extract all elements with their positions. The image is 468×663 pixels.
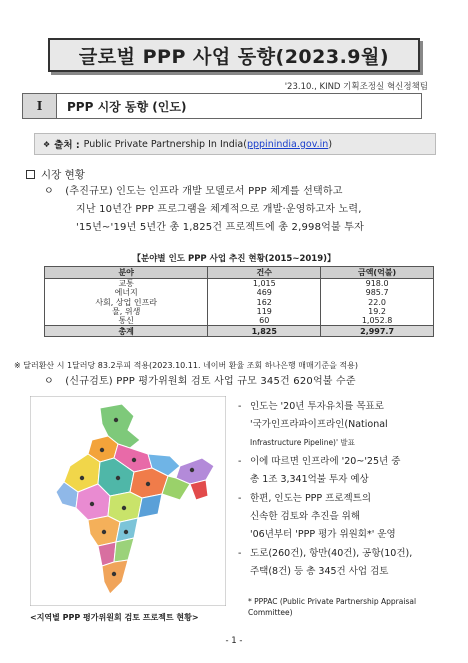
table-cell: 985.7: [321, 288, 434, 297]
table-header: 분야: [45, 267, 208, 279]
table-cell: 1,825: [208, 326, 321, 337]
section-header: [22, 93, 422, 119]
table-cell: 162: [208, 297, 321, 306]
dash-marker: -: [238, 548, 242, 559]
sub-heading-text: 시장 현황: [41, 169, 85, 181]
section-title: PPP 시장 동향 (인도): [67, 99, 187, 114]
source-label: 출처 :: [54, 140, 80, 151]
table-cell: 469: [208, 288, 321, 297]
table-cell: 1,015: [208, 279, 321, 289]
paragraph-new-review: [44, 373, 356, 391]
paragraph-line: 지난 10년간 PPP 프로그램을 체계적으로 개발·운영하고자 노력,: [76, 204, 362, 215]
table-cell: 2,997.7: [321, 326, 434, 337]
table-cell: 1,052.8: [321, 316, 434, 326]
list-item: [238, 453, 452, 489]
table-cell: 교통: [45, 279, 208, 289]
table-row: [45, 297, 434, 306]
list-item-line: 한편, 인도는 PPP 프로젝트의: [250, 493, 372, 504]
paragraph-line: '15년~'19년 5년간 총 1,825건 프로젝트에 총 2,998억불 투자: [76, 222, 364, 233]
document-title: 글로벌 PPP 사업 동향(2023.9월): [78, 45, 390, 68]
page-number: - 1 -: [225, 636, 243, 646]
dash-marker: -: [238, 456, 242, 467]
list-item: [238, 545, 452, 581]
source-close: ): [328, 138, 333, 150]
table-header: 금액(억불): [321, 267, 434, 279]
table-cell: 물, 위생: [45, 307, 208, 316]
bullet-marker: ㅇ: [44, 186, 54, 197]
table-caption: 【분야별 인도 PPP 사업 추진 현황(2015~2019)】: [132, 254, 336, 264]
table-cell: 에너지: [45, 288, 208, 297]
paragraph-line: [44, 183, 444, 201]
ppp-sector-table: [44, 266, 434, 337]
table-total-row: [45, 326, 434, 337]
table-row: [45, 288, 434, 297]
india-map: [30, 396, 226, 606]
source-link[interactable]: pppinindia.gov.in: [246, 138, 329, 150]
bullet-list: [238, 398, 452, 582]
table-header: 건수: [208, 267, 321, 279]
paragraph-line-text: (신규검토) PPP 평가위원회 검토 사업 규모 345건 620억불 수준: [65, 376, 356, 387]
table-cell: 918.0: [321, 279, 434, 289]
table-cell: 총계: [45, 326, 208, 337]
source-box: [34, 133, 436, 155]
list-item-line: 신속한 검토와 추진을 위해: [250, 511, 361, 522]
table-row: [45, 279, 434, 289]
table-cell: 22.0: [321, 297, 434, 306]
list-item: [238, 490, 452, 544]
dash-marker: -: [238, 401, 242, 412]
list-item-line: Infrastructure Pipeline)' 발표: [250, 438, 355, 447]
sub-heading: [26, 167, 85, 182]
document-title-box: [48, 38, 420, 72]
table-row: [45, 307, 434, 316]
list-item-line: 주택(8건) 등 총 345건 사업 검토: [250, 566, 389, 577]
table-cell: 19.2: [321, 307, 434, 316]
table-cell: 사회, 상업 인프라: [45, 297, 208, 306]
map-caption: <지역별 PPP 평가위원회 검토 프로젝트 현황>: [30, 613, 199, 622]
source-text: Public Private Partnership In India(: [83, 138, 247, 150]
list-item-line: '국가인프라파이프라인(National: [250, 419, 388, 430]
paragraph-scale: [44, 183, 444, 237]
footnote: * PPPAC (Public Private Partnership Appraisal Committee): [248, 597, 417, 617]
list-item-line: 이에 따르면 인프라에 '20~'25년 중: [250, 456, 401, 467]
diamond-icon: ❖: [43, 139, 51, 149]
section-number: Ⅰ: [23, 94, 57, 118]
india-map-illustration: [30, 396, 226, 606]
list-item-line: 도로(260건), 항만(40건), 공항(10건),: [250, 548, 413, 559]
table-row: [45, 316, 434, 326]
paragraph-line-text: (추진규모) 인도는 인프라 개발 모델로서 PPP 체계를 선택하고: [65, 186, 343, 197]
table-cell: 60: [208, 316, 321, 326]
list-item: [238, 398, 452, 452]
list-item-line: '06년부터 'PPP 평가 위원회*' 운영: [250, 529, 396, 540]
dash-marker: -: [238, 493, 242, 504]
table-cell: 통신: [45, 316, 208, 326]
table-cell: 119: [208, 307, 321, 316]
list-item-line: 인도는 '20년 투자유치를 목표로: [250, 401, 384, 412]
bullet-marker: ㅇ: [44, 376, 54, 387]
org-line: '23.10., KIND 기획조정실 혁신정책팀: [284, 82, 428, 92]
exchange-rate-note: ※ 달러환산 시 1달러당 83.2루피 적용(2023.10.11. 네이버 환율 조회 하나은행 매매기준을 적용): [14, 361, 359, 370]
list-item-line: 총 1조 3,341억불 투자 예상: [250, 474, 369, 485]
table-header-row: [45, 267, 434, 279]
checkbox-square-icon: [26, 170, 35, 179]
